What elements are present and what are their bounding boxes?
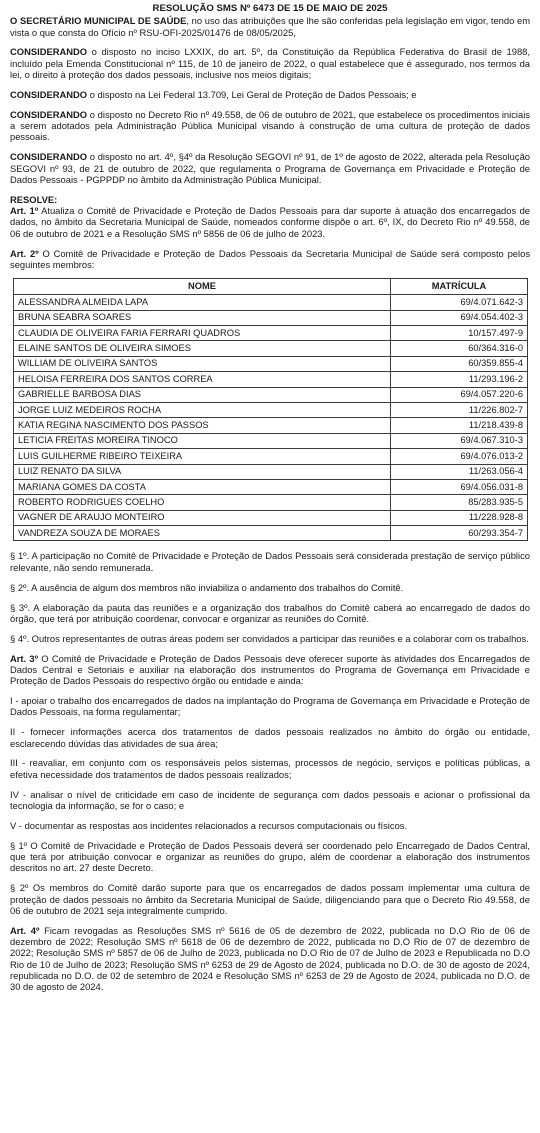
resolve-heading	[10, 194, 530, 205]
member-registration: 11/263.056-4	[391, 464, 528, 479]
article-paragraph: § 1º O Comitê de Privacidade e Proteção de Dados Pessoais deverá ser coordenado pelo Encarregado de Dados Central, que terá por atribuição convocar e organizar as reuniões do grupo, além de coordenar a elaboração dos instrumentos descritos no art. 27 deste Decreto.	[10, 839, 530, 874]
considerando-2	[10, 89, 530, 100]
member-name: JORGE LUIZ MEDEIROS ROCHA	[14, 402, 391, 417]
member-name: VANDREZA SOUZA DE MORAES	[14, 526, 391, 541]
member-registration: 60/364.316-0	[391, 341, 528, 356]
table-row	[14, 449, 528, 464]
member-name: MARIANA GOMES DA COSTA	[14, 479, 391, 494]
article-label: Art. 2º	[10, 247, 39, 259]
article-item: V - documentar as respostas aos incidentes relacionados a recursos computacionais ou físicos.	[10, 819, 408, 831]
article-paragraph: § 2º. A ausência de algum dos membros não inviabiliza o andamento dos trabalhos do Comitê.	[10, 581, 404, 593]
table-row	[14, 479, 528, 494]
member-name: KATIA REGINA NASCIMENTO DOS PASSOS	[14, 418, 391, 433]
member-name: ELAINE SANTOS DE OLIVEIRA SIMOES	[14, 341, 391, 356]
table-row	[14, 372, 528, 387]
member-name: BRUNA SEABRA SOARES	[14, 310, 391, 325]
member-registration: 69/4.054.402-3	[391, 310, 528, 325]
preamble-authority: O SECRETÁRIO MUNICIPAL DE SAÚDE	[10, 15, 187, 27]
member-registration: 10/157.497-9	[391, 325, 528, 340]
member-registration: 11/226.802-7	[391, 402, 528, 417]
member-registration: 69/4.067.310-3	[391, 433, 528, 448]
article-text: O Comitê de Privacidade e Proteção de Dados Pessoais da Secretaria Municipal de Saúde será composto pelos seguintes membros:	[10, 247, 531, 270]
table-row	[14, 464, 528, 479]
considerando-4	[10, 151, 530, 185]
member-name: WILLIAM DE OLIVEIRA SANTOS	[14, 356, 391, 371]
member-registration: 69/4.071.642-3	[391, 295, 528, 310]
preamble-text: , no uso das atribuições que lhe são conferidas pela legislação em vigor, tendo em vista o que consta do Ofício nº RSU-OFI-2025/01476 de 08/05/2025,	[10, 15, 530, 38]
member-registration: 60/293.354-7	[391, 526, 528, 541]
considerando-label: CONSIDERANDO	[10, 88, 88, 100]
table-row	[14, 433, 528, 448]
article-3-paragraphs	[10, 840, 530, 916]
considerando-3	[10, 109, 530, 143]
resolve-label: RESOLVE:	[10, 193, 58, 205]
column-header-registration: MATRÍCULA	[391, 279, 528, 295]
article-paragraph: § 3º. A elaboração da pauta das reuniões e a organização dos trabalhos do Comitê caberá ao encarregado de dados do órgão, que terá por atribuição coordenar, convocar e organizar as reuniões do Comitê.	[10, 601, 530, 624]
table-row	[14, 341, 528, 356]
member-registration: 69/4.076.013-2	[391, 449, 528, 464]
member-registration: 69/4.056.031-8	[391, 479, 528, 494]
member-name: HELOISA FERREIRA DOS SANTOS CORREA	[14, 372, 391, 387]
article-paragraph: § 1º. A participação no Comitê de Privacidade e Proteção de Dados Pessoais será considerada prestação de serviço público relevante, não sendo remunerada.	[10, 550, 530, 573]
member-registration: 85/283.935-5	[391, 495, 528, 510]
article-text: Ficam revogadas as Resoluções SMS nº 5616 de 05 de dezembro de 2022, publicada no D.O Rio de 06 de dezembro de 2022; Resolução SMS nº 5618 de 06 de dezembro de 2022, publicada no D.O Rio de 07 de dezembro de 2022; Resolução SMS nº 5857 de 06 de Julho de 2023, publicada no D.O Rio de 07 de Julho de 2023 e Republicada no D.O Rio de 10 de Julho de 2023; Resolução SMS nº 6253 de 29 de Agosto de 2024, publicada no D.O. de 30 de agosto de 2024, republicada no D.O. de 02 de setembro de 2024 e Resolução SMS nº 6253 de 29 de Agosto de 2024, publicada no D.O. de 30 de agosto de 2024.	[10, 924, 530, 993]
preamble	[10, 15, 530, 38]
considerando-text: o disposto no inciso LXXIX, do art. 5º, da Constituição da República Federativa do Brasil de 1988, incluído pela Emenda Constitucional nº 115, de 10 de janeiro de 2022, o qual estabelece que é assegurado, nos termos da lei, o direito à proteção dos dados pessoais, inclusive nos meios digitais;	[10, 46, 530, 81]
article-label: Art. 3º	[10, 652, 39, 664]
article-2	[10, 248, 530, 271]
member-registration: 60/359.855-4	[391, 356, 528, 371]
table-row	[14, 418, 528, 433]
article-item: III - reavaliar, em conjunto com os responsáveis pelos sistemas, processos de negócio, serviços e políticas públicas, a efetiva necessidade dos tratamentos de dados pessoais realizados;	[10, 757, 530, 780]
considerando-text: o disposto na Lei Federal 13.709, Lei Geral de Proteção de Dados Pessoais; e	[87, 88, 417, 100]
article-text: O Comitê de Privacidade e Proteção de Dados Pessoais deve oferecer suporte às atividades dos Encarregados de Dados Central e Setoriais e auxiliar na elaboração dos instrumentos do Programa de Governança em Privacidade e Proteção de Dados Pessoais do respectivo órgão ou entidade e ainda:	[10, 652, 531, 687]
article-paragraph: § 2º Os membros do Comitê darão suporte para que os encarregados de dados possam implementar uma cultura de proteção de dados pessoais no âmbito da Secretaria Municipal de Saúde, diligenciando para que o Decreto Rio 49.558, de 06 de outubro de 2021 seja integralmente cumprido.	[10, 882, 530, 916]
member-registration: 69/4.057.220-6	[391, 387, 528, 402]
members-table-header	[14, 279, 528, 295]
article-1	[10, 205, 530, 239]
article-2-paragraphs	[10, 550, 530, 644]
article-paragraph: § 4º. Outros representantes de outras áreas podem ser convidados a participar das reuniões e a colaborar com os trabalhos.	[10, 632, 529, 644]
member-name: GABRIELLE BARBOSA DIAS	[14, 387, 391, 402]
member-name: LETICIA FREITAS MOREIRA TINOCO	[14, 433, 391, 448]
article-label: Art. 4º	[10, 924, 40, 936]
considerando-text: o disposto no Decreto Rio nº 49.558, de 06 de outubro de 2021, que estabelece os procedimentos iniciais a serem adotados pela Administração Pública Municipal visando à construção de uma cultura de proteção de dados pessoais.	[10, 108, 530, 143]
article-item: IV - analisar o nível de criticidade em caso de incidente de segurança com dados pessoais e acionar o profissional da tecnologia da informação, se for o caso; e	[10, 788, 530, 811]
member-registration: 11/293.196-2	[391, 372, 528, 387]
article-4	[10, 925, 530, 993]
table-row	[14, 510, 528, 525]
table-row	[14, 402, 528, 417]
table-row	[14, 295, 528, 310]
member-registration: 11/228.928-8	[391, 510, 528, 525]
considerando-1	[10, 46, 530, 80]
member-name: LUIZ RENATO DA SILVA	[14, 464, 391, 479]
table-row	[14, 310, 528, 325]
table-row	[14, 356, 528, 371]
table-row	[14, 387, 528, 402]
article-3-items	[10, 695, 530, 831]
member-registration: 11/218.439-8	[391, 418, 528, 433]
member-name: CLAUDIA DE OLIVEIRA FARIA FERRARI QUADROS	[14, 325, 391, 340]
considerando-label: CONSIDERANDO	[10, 46, 88, 58]
members-table-body	[14, 295, 528, 541]
member-name: ALESSANDRA ALMEIDA LAPA	[14, 295, 391, 310]
considerando-label: CONSIDERANDO	[10, 151, 88, 163]
document-title: RESOLUÇÃO SMS Nº 6473 DE 15 DE MAIO DE 2025	[152, 3, 388, 14]
members-table	[13, 278, 528, 541]
table-row	[14, 495, 528, 510]
article-3	[10, 653, 530, 687]
table-row	[14, 325, 528, 340]
article-item: I - apoiar o trabalho dos encarregados de dados na implantação do Programa de Governança em Privacidade e Proteção de Dados Pessoais, na forma regulamentar;	[10, 695, 530, 718]
member-name: ROBERTO RODRIGUES COELHO	[14, 495, 391, 510]
member-name: LUIS GUILHERME RIBEIRO TEIXEIRA	[14, 449, 391, 464]
considerando-text: o disposto no art. 4º, §4º da Resolução SEGOVI nº 91, de 1º de agosto de 2022, alterada pela Resolução SEGOVI nº 93, de 21 de outubro de 2022, que regulamenta o Programa de Governança em Privacidade e Proteção de Dados Pessoais - PGPPDP no âmbito da Administração Pública Municipal.	[10, 151, 530, 185]
article-text: Atualiza o Comitê de Privacidade e Proteção de Dados Pessoais para dar suporte à atuação dos encarregados de dados, no âmbito da Secretaria Municipal de Saúde, nomeados conforme dispõe o art. 6º, IX, do Decreto Rio nº 49.558, de 06 de outubro de 2021 e a Resolução SMS nº 5856 de 06 de julho de 2023.	[10, 205, 530, 239]
article-label: Art. 1º	[10, 205, 39, 217]
table-row	[14, 526, 528, 541]
member-name: VAGNER DE ARAUJO MONTEIRO	[14, 510, 391, 525]
column-header-name: NOME	[14, 279, 391, 295]
considerando-label: CONSIDERANDO	[10, 108, 88, 120]
article-item: II - fornecer informações acerca dos tratamentos de dados pessoais realizados no âmbito do órgão ou entidade, esclarecendo dúvidas das atividades de sua área;	[10, 726, 530, 749]
